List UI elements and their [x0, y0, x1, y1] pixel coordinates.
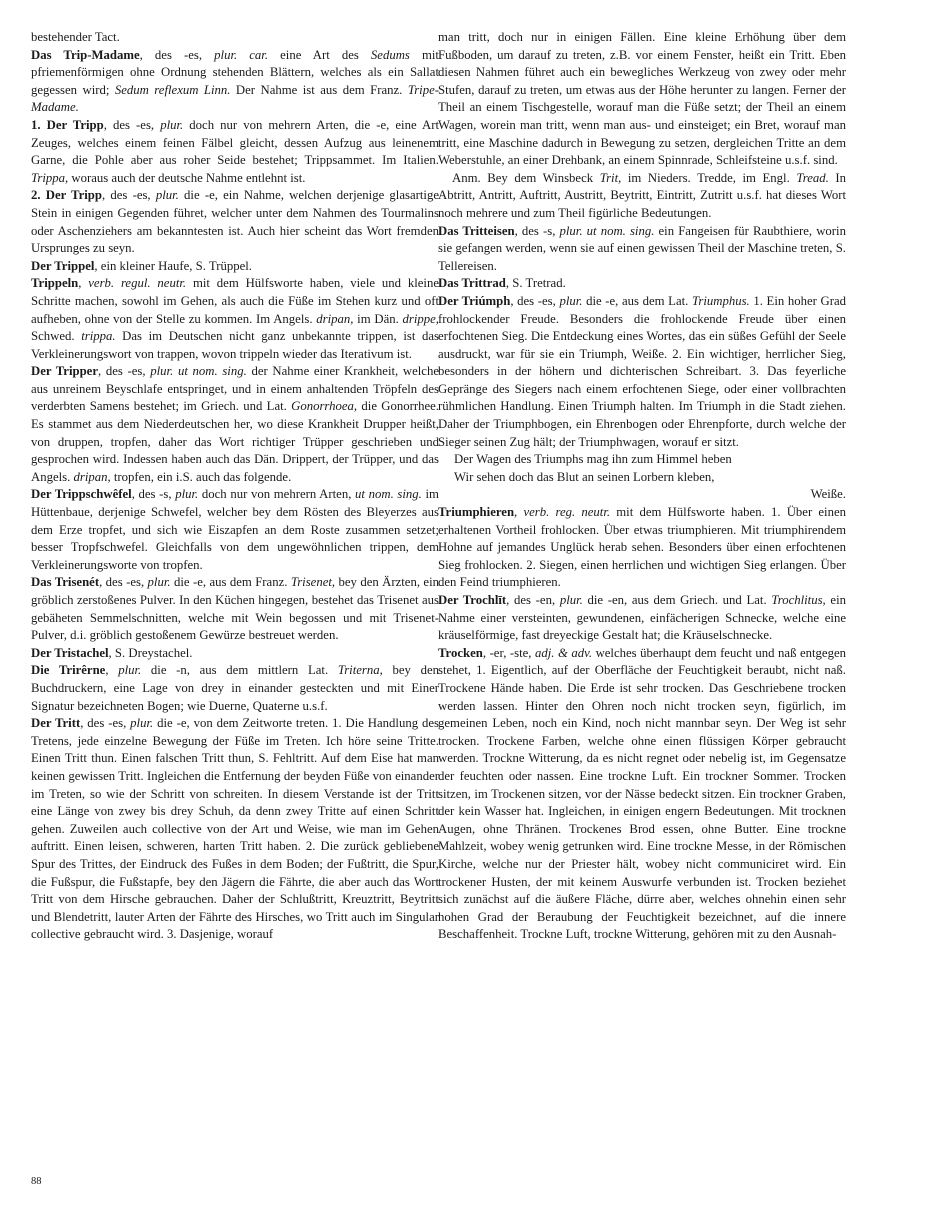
entry-text: , des -es, — [139, 47, 215, 62]
entry-text: die -n, aus dem mittlern Lat. — [141, 663, 338, 678]
entry-text: bestehender Tact. — [31, 30, 120, 44]
italic-term: Tread. — [796, 170, 829, 185]
quote-attribution — [438, 486, 846, 504]
entry-text: Der Nahme ist aus dem Franz. — [230, 82, 408, 97]
entry-text: Der Wagen des Triumphs mag ihn zum Himmel heben — [454, 452, 732, 467]
italic-term: plur. — [147, 575, 171, 590]
right-column — [438, 29, 846, 944]
entry-text: , des -s, — [131, 487, 176, 502]
verse-line — [438, 469, 846, 487]
headword: 2. Der Tripp — [31, 188, 102, 203]
italic-term: Trisenet, — [290, 575, 336, 590]
entry-text: eine Art des — [268, 47, 371, 62]
entry-text: , des -s, — [514, 223, 560, 238]
headword: Der Tripper — [31, 364, 98, 379]
entry-text: tropfen, ein i.S. auch das folgende. — [110, 469, 292, 484]
headword: Trocken — [438, 645, 483, 660]
italic-term: trippa. — [81, 329, 116, 344]
entry-text: , -er, -ste, — [482, 645, 535, 660]
entry-text: im Dän. — [353, 311, 403, 326]
entry-text: In Abtritt, Antritt, Auftritt, Austritt, Beytritt, Eintritt, Zutritt u.s.f. hat dieses Wort noch mehrere und zum Theil figürliche Bedeutungen. — [438, 170, 847, 220]
entry-text: die -e, von dem Zeitworte treten. 1. Die Handlung des Tretens, jede einzelne Bewegung der Füße im Treten. Ich höre seine Tritte. Einen Tritt thun. Einen falschen Tritt thun, S. Fehltritt. Auf dem Eise hat man keinen gewissen Tritt. Ingleichen die Entfernung der beyden Füße von einander im Treten, so wie der Schritt von schreiten. In diesem Verstande ist der Tritt eine Länge von zwey bis drey Schuh, da denn zwey Tritte auf einen Schritt gehen. Zuweilen auch collective von der Art und Weise, wie man im Gehen auftritt. Einen leisen, schweren, harten Tritt haben. 2. Die zurück gebliebene Spur des Trittes, der Eindruck des Fußes in dem Boden; der Fußtritt, die Spur, die Fußspur, die Fußstapfe, bey den Jägern die Fährte, die aber auch das Wort Tritt von dem Hirsche gebrauchen. Daher der Schlußtritt, Kreuztritt, Beytritt und Blendetritt, lauter Arten der Fährte des Hirsches, wo Tritt auch im Singular collective gebraucht wird. 3. Dasjenige, worauf — [31, 716, 439, 942]
entry-text: 1. Ein hoher Grad frohlockender Freude. Besonders die frohlockende Freude über einen erfochtenen Sieg. Die Entdeckung eines Wortes, das ein süßes Gefühl der Seele ausdruckt, war für sie ein Triumph, Weiße. 2. Ein wichtiger, herrlicher Sieg, besonders in der höhern und dichterischen Schreibart. 3. Das feyerliche Gepränge des Siegers nach einem erfochtenen Siege, oder einer vollbrachten rühmlichen Handlung. Einen Triumph halten. Im Triumph in die Stadt ziehen. Daher der Triumphbogen, ein Ehrenbogen oder Ehrenpforte, durch welche der Sieger seinen Zug hält; der Triumphwagen, worauf er sitzt. — [438, 293, 846, 449]
entry-text: bey den Buchdruckern, eine Lage von drey in einander gesteckten und mit Einer Signatur bezeichneten Bogen; wie Duerne, Quaterne u.s.f. — [31, 663, 439, 713]
dictionary-entry — [438, 504, 846, 592]
italic-term: ut nom. sing. — [355, 487, 422, 502]
italic-term: verb. reg. neutr. — [523, 505, 611, 520]
page-number: 88 — [31, 1176, 42, 1187]
dictionary-entry — [438, 223, 846, 276]
left-column — [31, 29, 439, 944]
entry-text: Weiße. — [810, 487, 846, 502]
headword: Das Tritteisen — [438, 223, 515, 238]
headword: 1. Der Tripp — [31, 117, 104, 132]
entry-text: Wir sehen doch das Blut an seinen Lorbern kleben, — [454, 469, 715, 484]
italic-term: plur. — [559, 593, 583, 607]
italic-term: Sedum reflexum Linn. — [114, 82, 231, 97]
entry-text: , S. Tretrad. — [505, 276, 566, 291]
dictionary-entry — [31, 715, 439, 944]
dictionary-entry — [438, 275, 846, 293]
entry-text: Schwed. — [31, 329, 82, 344]
dictionary-entry — [438, 170, 846, 223]
headword: Der Trippschwêfel — [31, 487, 132, 502]
dictionary-entry — [31, 187, 439, 257]
entry-text: der Nahme einer Krankheit, welche aus unreinem Beyschlafe entspringet, und in einem anhaltenden Tröpfeln des verderbten Samens bestehet; im Griech. und Lat. — [31, 364, 439, 414]
entry-text: im Nieders. Tredde, im Engl. — [621, 170, 797, 185]
entry-text: im Hüttenbaue, derjenige Schwefel, welcher bey dem Rösten des Bleyerzes aus dem Erze tropfet, und sich wie Eiszapfen an dem Roste zusammen setzet; besser Tropfschwefel. Gleichfalls von dem ungewöhnlichen trippen, dem Verkleinerungsworte von tropfen. — [31, 487, 439, 572]
entry-text: , — [78, 276, 89, 291]
entry-text: , des -es, — [80, 716, 131, 731]
italic-term: plur. — [175, 487, 199, 502]
entry-text: Anm. Bey dem Winsbeck — [452, 170, 600, 185]
verse-line — [438, 451, 846, 469]
headword: Der Trochlīt — [438, 593, 507, 607]
dictionary-entry — [438, 592, 846, 645]
entry-text: mit dem Hülfsworte haben, viele und kleine Schritte machen, sowohl im Gehen, als auch die Füße im Stehen kurz und oft aufheben, ohne von der Stelle zu kommen. Im Angels. — [31, 276, 439, 326]
italic-term: Gonorrhoea, — [291, 399, 358, 414]
entry-text: ein Nahme einer versteinten, gewundenen, einfächerigen Schnecke, welche eine kräuselförmige, fast dreyeckige Gestalt hat; die Kräuselschnecke. — [438, 593, 846, 643]
dictionary-entry — [31, 258, 439, 276]
dictionary-entry — [31, 486, 439, 574]
italic-term: Trit, — [599, 170, 622, 185]
dictionary-entry — [31, 645, 439, 663]
entry-text: doch nur von mehrern Arten, — [198, 487, 356, 502]
entry-text: , des -es, — [103, 117, 161, 132]
italic-term: Tripe-Madame. — [31, 82, 439, 115]
entry-text: bey den Ärzten, ein gröblich zerstoßenes Pulver. In den Küchen hingegen, bestehet das Trisenet aus gebäheten Semmelschnitten, welche mit Wein begossen und mit Trisenet-Pulver, d.i. gröblich gestoßenem Gewürze bestreuet werden. — [31, 575, 439, 643]
entry-text: die -en, aus dem Griech. und Lat. — [582, 593, 772, 607]
entry-text: welches überhaupt dem feucht und naß entgegen stehet, 1. Eigentlich, auf der Oberfläche der Feuchtigkeit beraubt, nicht naß. Trockene Hände haben. Die Erde ist sehr trocken. Das Geschriebene trocken werden lassen. Hinter den Ohren noch nicht trocken seyn, figürlich, im gemeinen Leben, noch ein Kind, noch nicht mannbar seyn. Der Weg ist sehr trocken. Trockene Farben, welche ohne einen flüssigen Körper gebraucht werden. Trockne Witterung, da es nicht regnet oder nebelig ist, im Gegensatze der feuchten oder nassen. Eine trockne Luft. Ein trockner Sommer. Trocken sitzen, im Trockenen sitzen, vor der Nässe bedeckt sitzen. Ein trockner Graben, der kein Wasser hat. Ingleichen, in einigen engern Bedeutungen. Mit trocknen Augen, ohne Thränen. Trockenes Brod essen, ohne Butter. Eine trockne Mahlzeit, wobey wenig getrunken wird. Eine trockne Messe, in der Römischen Kirche, welche nur der Priester hält, wobey nicht communiciret wird. Ein trockener Husten, der mit keinem Auswurfe verbunden ist. Trocken beziehet sich zunächst auf die äußere Fläche, dürre aber, welches ohnehin einen sehr hohen Grad der Beraubung der Feuchtigkeit bezeichnet, auf die innere Beschaffenheit. Trockne Luft, trockne Witterung, gehören mit zu den Ausnah- — [438, 645, 846, 942]
dictionary-entry — [31, 363, 439, 486]
italic-term: drippe, — [402, 311, 439, 326]
entry-text: woraus auch der deutsche Nahme entlehnt ist. — [68, 170, 306, 185]
italic-term: plur. — [130, 716, 154, 731]
italic-term: plur. — [155, 188, 179, 203]
italic-term: Triterna, — [337, 663, 383, 678]
headword: Die Trirêrne — [31, 663, 106, 678]
italic-term: verb. regul. neutr. — [88, 276, 187, 291]
dictionary-entry — [438, 29, 846, 170]
italic-term: plur. car. — [214, 47, 269, 62]
italic-term: plur. — [559, 293, 583, 308]
italic-term: plur. ut nom. sing. — [150, 364, 247, 379]
entry-text: die -e, ein Nahme, welchen derjenige glasartige Stein in einigen Gegenden führet, welcher unter dem Nahmen des Tourmalins oder Aschenziehers am bekanntesten ist. Auch hier scheint das Wort fremden Ursprunges zu seyn. — [31, 188, 439, 256]
headword: Der Tritt — [31, 716, 81, 731]
italic-term: plur. ut nom. sing. — [559, 223, 655, 238]
italic-term: Trippa, — [31, 170, 69, 185]
headword: Trippeln — [31, 276, 79, 291]
entry-text: , — [105, 663, 119, 678]
entry-text: , des -es, — [99, 575, 148, 590]
headword: Triumphieren — [438, 505, 515, 520]
dictionary-entry — [31, 275, 439, 363]
headword: Der Tristachel — [31, 645, 109, 660]
entry-text: ein Fangeisen für Raubthiere, worin sie gefangen werden, wenn sie auf einen gewissen Theil der Maschine treten, S. Tellereisen. — [438, 223, 846, 273]
entry-text: man tritt, doch nur in einigen Fällen. Eine kleine Erhöhung über dem Fußboden, um darauf zu treten, z.B. vor einem Fenster, heißt ein Tritt. Eben diesen Nahmen führet auch ein bewegliches Werkzeug von zwey oder mehr Stufen, darauf zu treten, um etwas aus der Höhe herunter zu langen. Ferner der Theil an einem Tischgestelle, worauf man die Füße setzt; der Theil an einem Wagen, worein man tritt, wenn man aus- und einsteiget; ein Bret, worauf man tritt, eine Maschine dadurch in Bewegung zu setzen, dergleichen Tritte an dem Weberstuhle, an einer Drehbank, an einem Spinnrade, Schleifsteine u.s.f. sind. — [438, 30, 846, 168]
headword: Das Trip-Madame — [31, 47, 140, 62]
italic-term: plur. — [160, 117, 184, 132]
entry-text: , des -es, — [101, 188, 156, 203]
dictionary-entry — [31, 662, 439, 715]
headword: Das Trisenét — [31, 575, 100, 590]
italic-term: Sedums — [370, 47, 410, 62]
italic-term: plur. — [118, 663, 142, 678]
dictionary-entry — [31, 47, 439, 117]
dictionary-entry — [438, 645, 846, 944]
entry-text: doch nur von mehrern Arten, die -e, eine Art Zeuges, welches einem feinen Fälbel gleicht, dessen Aufzug aus leinenem Garne, die Pohle aber aus roher Seide bestehet; Trippsammet. Im Italien. — [31, 117, 439, 168]
entry-text: Das im Deutschen nicht ganz unbekannte trippen, ist das Verkleinerungswort von trappen, wovon trippeln wieder das Iterativum ist. — [31, 329, 439, 361]
italic-term: dripan, — [316, 311, 354, 326]
entry-text: , ein kleiner Haufe, S. Trüppel. — [94, 258, 252, 273]
headword: Der Triúmph — [438, 293, 511, 308]
entry-text: mit pfriemenförmigen ohne Ordnung stehenden Blättern, welches als ein Sallat gegessen wird; — [31, 47, 439, 97]
entry-text: die -e, aus dem Lat. — [582, 293, 692, 308]
entry-text: , des -es, — [510, 293, 560, 308]
entry-text: die -e, aus dem Franz. — [170, 575, 291, 590]
entry-text: , S. Dreystachel. — [108, 645, 193, 660]
italic-term: Trochlitus, — [771, 593, 826, 607]
entry-text: , des -es, — [98, 364, 151, 379]
headword: Der Trippel — [31, 258, 95, 273]
headword: Das Trittrad — [438, 276, 506, 291]
italic-term: dripan, — [73, 469, 111, 484]
italic-term: adj. & adv. — [535, 645, 593, 660]
entry-text: , des -en, — [506, 593, 560, 607]
entry-text: , — [514, 505, 524, 520]
entry-text: die Gonorrhee. Es stammet aus dem Niederdeutschen her, wo diese Krankheit Drupper heißt, von druppen, tropfen, daher das Wort richtiger Trüpper geschrieben und gesprochen wird. Indessen haben auch das Dän. Drippert, der Trüpper, und das Angels. — [31, 399, 439, 484]
entry-text: mit dem Hülfsworte haben. 1. Über einen erhaltenen Vortheil frohlocken. Über etwas triumphieren. Mit triumphirendem Hohne auf jemandes Unglück herab sehen. Besonders über einen erfochtenen Sieg frohlocken. 2. Siegen, einen herrlichen und wichtigen Sieg erlangen. Über den Feind triumphieren. — [438, 505, 847, 590]
dictionary-entry — [31, 29, 439, 47]
dictionary-entry — [31, 574, 439, 644]
dictionary-entry — [438, 293, 846, 451]
italic-term: Triumphus. — [691, 293, 750, 308]
dictionary-entry — [31, 117, 439, 187]
